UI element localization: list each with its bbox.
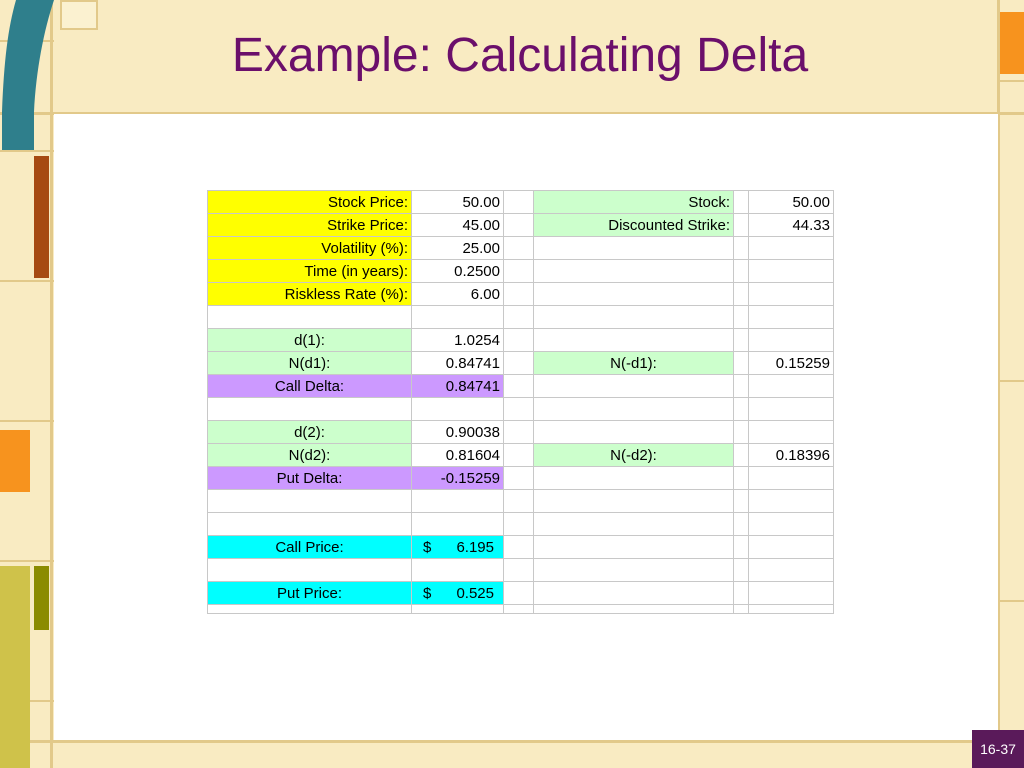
bg-line (1000, 80, 1024, 82)
table-row (208, 421, 834, 444)
put-price-label: Put Price: (208, 582, 412, 605)
nd1-label: N(d1): (208, 352, 412, 375)
input-value: 25.00 (412, 237, 504, 260)
table-row (208, 513, 834, 536)
currency-symbol: $ (423, 538, 432, 556)
olive-bar-decoration (34, 566, 49, 630)
currency-symbol: $ (423, 584, 432, 602)
bg-line (1000, 380, 1024, 382)
put-price-cell (412, 582, 504, 605)
bg-square (60, 0, 98, 30)
input-label: Volatility (%): (208, 237, 412, 260)
table-row (208, 237, 834, 260)
page-number: 16-37 (972, 730, 1024, 768)
bg-line (0, 560, 54, 562)
table-row (208, 559, 834, 582)
discounted-strike-value: 44.33 (749, 214, 834, 237)
gold-block-decoration (0, 566, 30, 768)
table-row (208, 214, 834, 237)
input-label: Riskless Rate (%): (208, 283, 412, 306)
nd1-neg-label: N(-d1): (534, 352, 734, 375)
table-row (208, 398, 834, 421)
discounted-strike-label: Discounted Strike: (534, 214, 734, 237)
bg-line (0, 740, 1024, 743)
nd1-neg-value: 0.15259 (749, 352, 834, 375)
input-value: 0.2500 (412, 260, 504, 283)
put-delta-label: Put Delta: (208, 467, 412, 490)
table-row (208, 283, 834, 306)
bg-line (0, 280, 54, 282)
delta-spreadsheet (207, 190, 834, 614)
put-delta-value: -0.15259 (412, 467, 504, 490)
put-price-value: 0.525 (456, 584, 494, 602)
table-row (208, 375, 834, 398)
table-row (208, 490, 834, 513)
table-row (208, 329, 834, 352)
input-value: 6.00 (412, 283, 504, 306)
slide-title: Example: Calculating Delta (231, 29, 809, 82)
teal-swoosh-decoration (0, 0, 60, 160)
d1-value: 1.0254 (412, 329, 504, 352)
call-price-value: 6.195 (456, 538, 494, 556)
table-row (208, 467, 834, 490)
orange-block-decoration (0, 430, 30, 492)
table-row (208, 260, 834, 283)
table-row (208, 306, 834, 329)
input-label: Time (in years): (208, 260, 412, 283)
stock-label: Stock: (534, 191, 734, 214)
input-value: 50.00 (412, 191, 504, 214)
call-delta-label: Call Delta: (208, 375, 412, 398)
call-delta-value: 0.84741 (412, 375, 504, 398)
call-price-label: Call Price: (208, 536, 412, 559)
table-row (208, 605, 834, 614)
nd2-neg-value: 0.18396 (749, 444, 834, 467)
input-value: 45.00 (412, 214, 504, 237)
table-row (208, 191, 834, 214)
table-row (208, 536, 834, 559)
orange-corner-decoration (1000, 12, 1024, 74)
bg-line (1000, 600, 1024, 602)
stock-value: 50.00 (749, 191, 834, 214)
input-label: Stock Price: (208, 191, 412, 214)
call-price-cell (412, 536, 504, 559)
d2-value: 0.90038 (412, 421, 504, 444)
nd2-label: N(d2): (208, 444, 412, 467)
brown-bar-decoration (34, 156, 49, 278)
d2-label: d(2): (208, 421, 412, 444)
nd1-value: 0.84741 (412, 352, 504, 375)
bg-line (0, 420, 54, 422)
nd2-value: 0.81604 (412, 444, 504, 467)
nd2-neg-label: N(-d2): (534, 444, 734, 467)
table-row (208, 352, 834, 375)
table-row (208, 582, 834, 605)
table-row (208, 444, 834, 467)
d1-label: d(1): (208, 329, 412, 352)
input-label: Strike Price: (208, 214, 412, 237)
